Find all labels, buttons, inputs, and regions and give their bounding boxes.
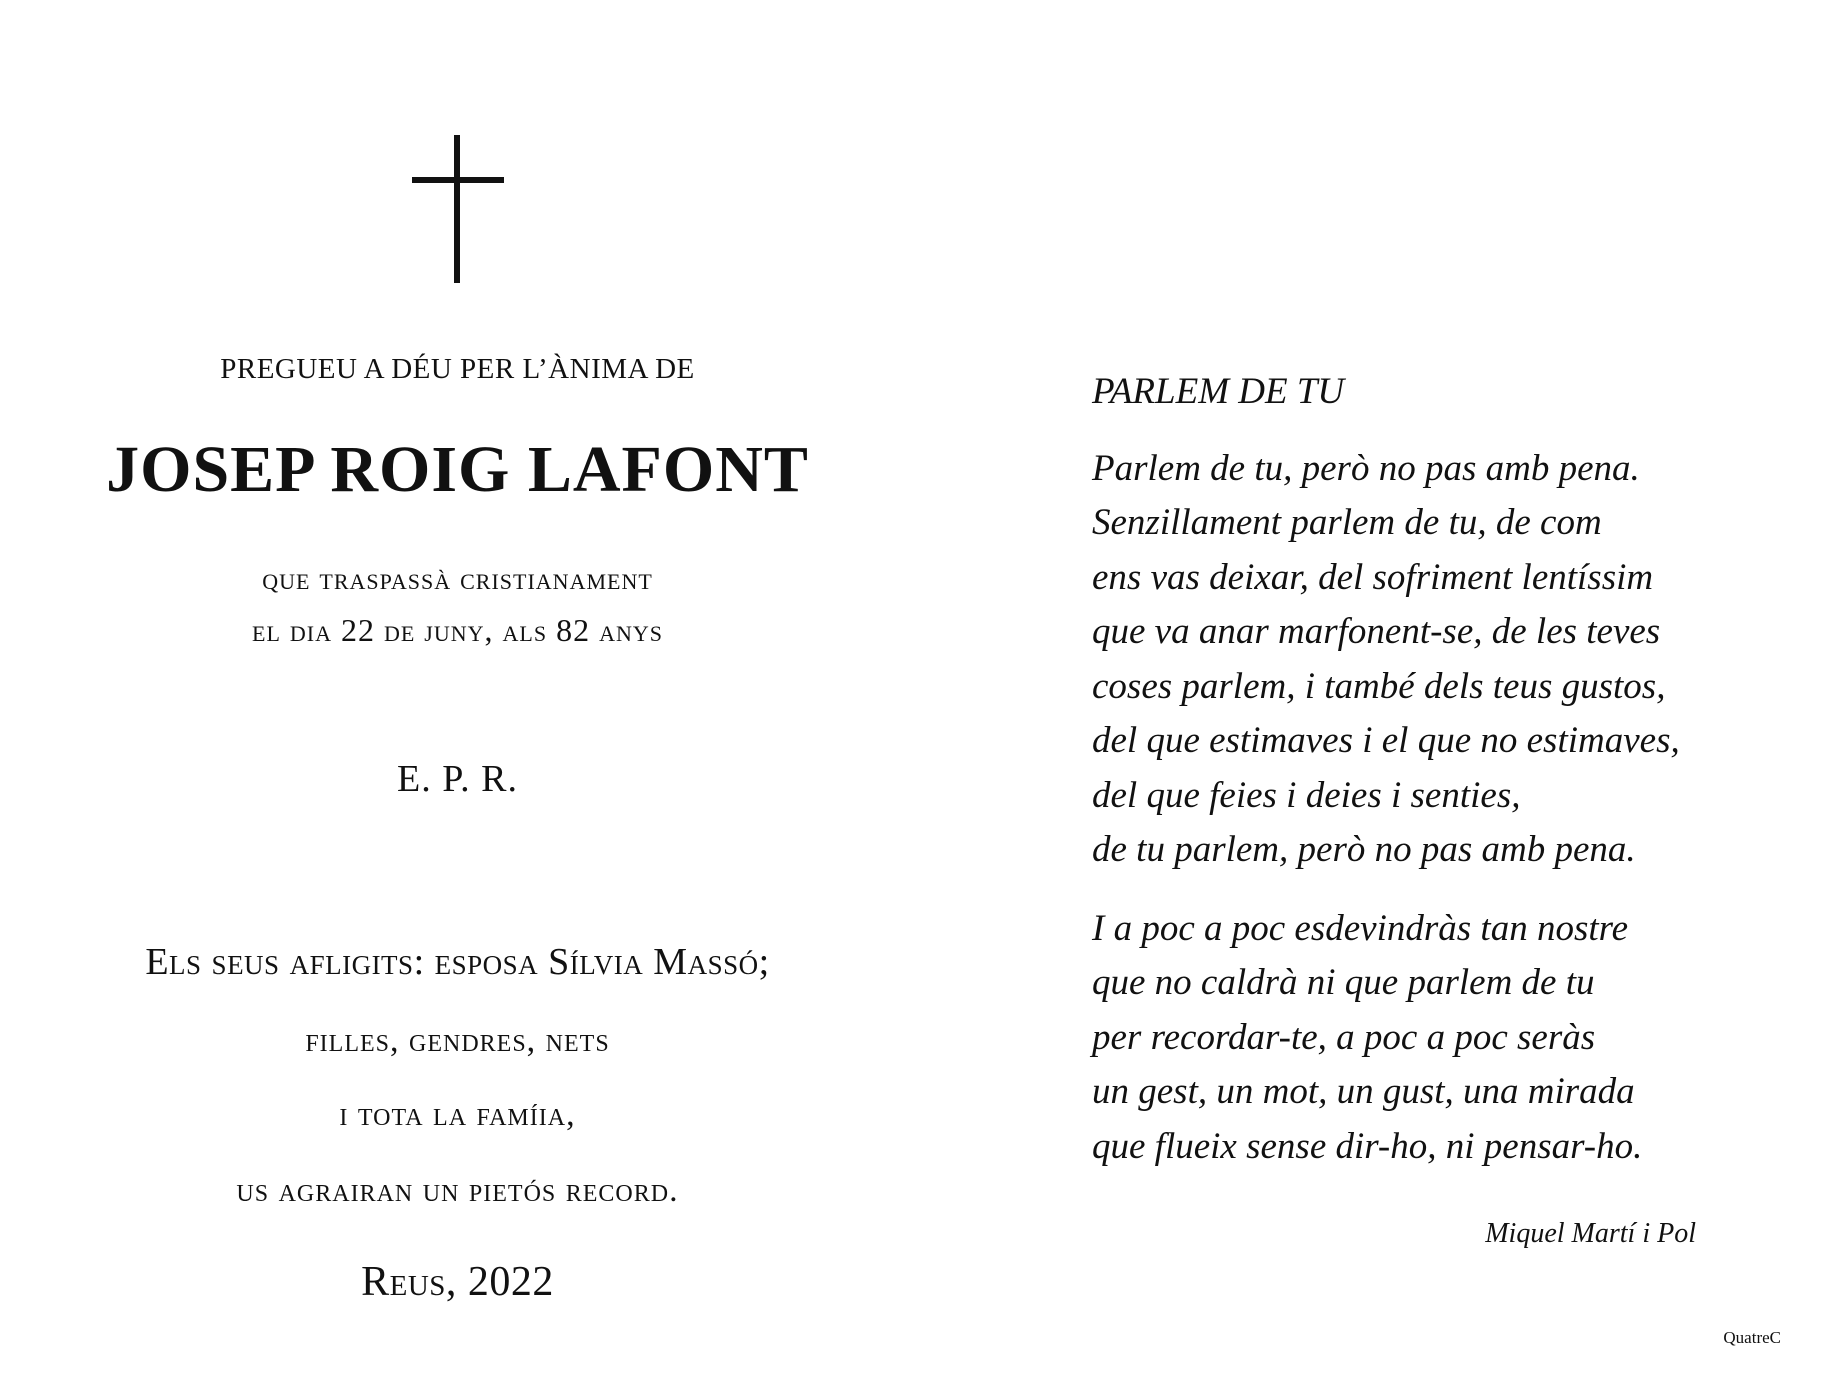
cross-icon xyxy=(412,135,504,283)
stanza-1 xyxy=(1092,442,1752,878)
deceased-name: JOSEP ROIG LAFONT xyxy=(106,433,809,506)
prayer-line: PREGUEU A DÉU PER L’ÀNIMA DE xyxy=(220,353,695,385)
poem-line: per recordar-te, a poc a poc seràs xyxy=(1092,1016,1596,1058)
poem-line: I a poc a poc esdevindràs tan nostre xyxy=(1092,907,1629,949)
poem-line: un gest, un mot, un gust, una mirada xyxy=(1092,1071,1635,1112)
poem-line: del que feies i deies i senties, xyxy=(1092,774,1521,816)
poem-line: del que estimaves i el que no estimaves, xyxy=(1092,720,1680,761)
epr-abbreviation: E. P. R. xyxy=(397,758,518,800)
family-line-1: filles, gendres, nets xyxy=(305,1022,610,1059)
left-page xyxy=(0,0,915,1394)
family-line-2: i tota la famíia, xyxy=(339,1096,576,1133)
poem-line: de tu parlem, però no pas amb pena. xyxy=(1092,829,1636,870)
death-line: que traspassà cristianament xyxy=(262,560,653,596)
poem-line: que no caldrà ni que parlem de tu xyxy=(1092,962,1595,1003)
poem-line: Senzillament parlem de tu, de com xyxy=(1092,502,1602,543)
thanks-line: us agrairan un pietós record. xyxy=(236,1172,679,1209)
poem-line: coses parlem, i també dels teus gustos, xyxy=(1092,665,1666,707)
date-line: el dia 22 de juny, als 82 anys xyxy=(252,612,663,648)
poem-line: que flueix sense dir-ho, ni pensar-ho. xyxy=(1092,1125,1643,1167)
poem-line: que va anar marfonent-se, de les teves xyxy=(1092,611,1661,652)
place-year: Reus, 2022 xyxy=(361,1259,554,1305)
poem-author: Miquel Martí i Pol xyxy=(1485,1218,1696,1249)
poem-line: Parlem de tu, però no pas amb pena. xyxy=(1092,447,1640,489)
printer-mark: QuatreC xyxy=(1723,1328,1781,1347)
poem-title: PARLEM DE TU xyxy=(1092,371,1345,412)
stanza-2 xyxy=(1092,902,1752,1175)
poem-line: ens vas deixar, del sofriment lentíssim xyxy=(1092,556,1654,598)
poem xyxy=(1092,365,1752,1198)
mourners-line: Els seus afligits: esposa Sílvia Massó; xyxy=(145,941,770,983)
